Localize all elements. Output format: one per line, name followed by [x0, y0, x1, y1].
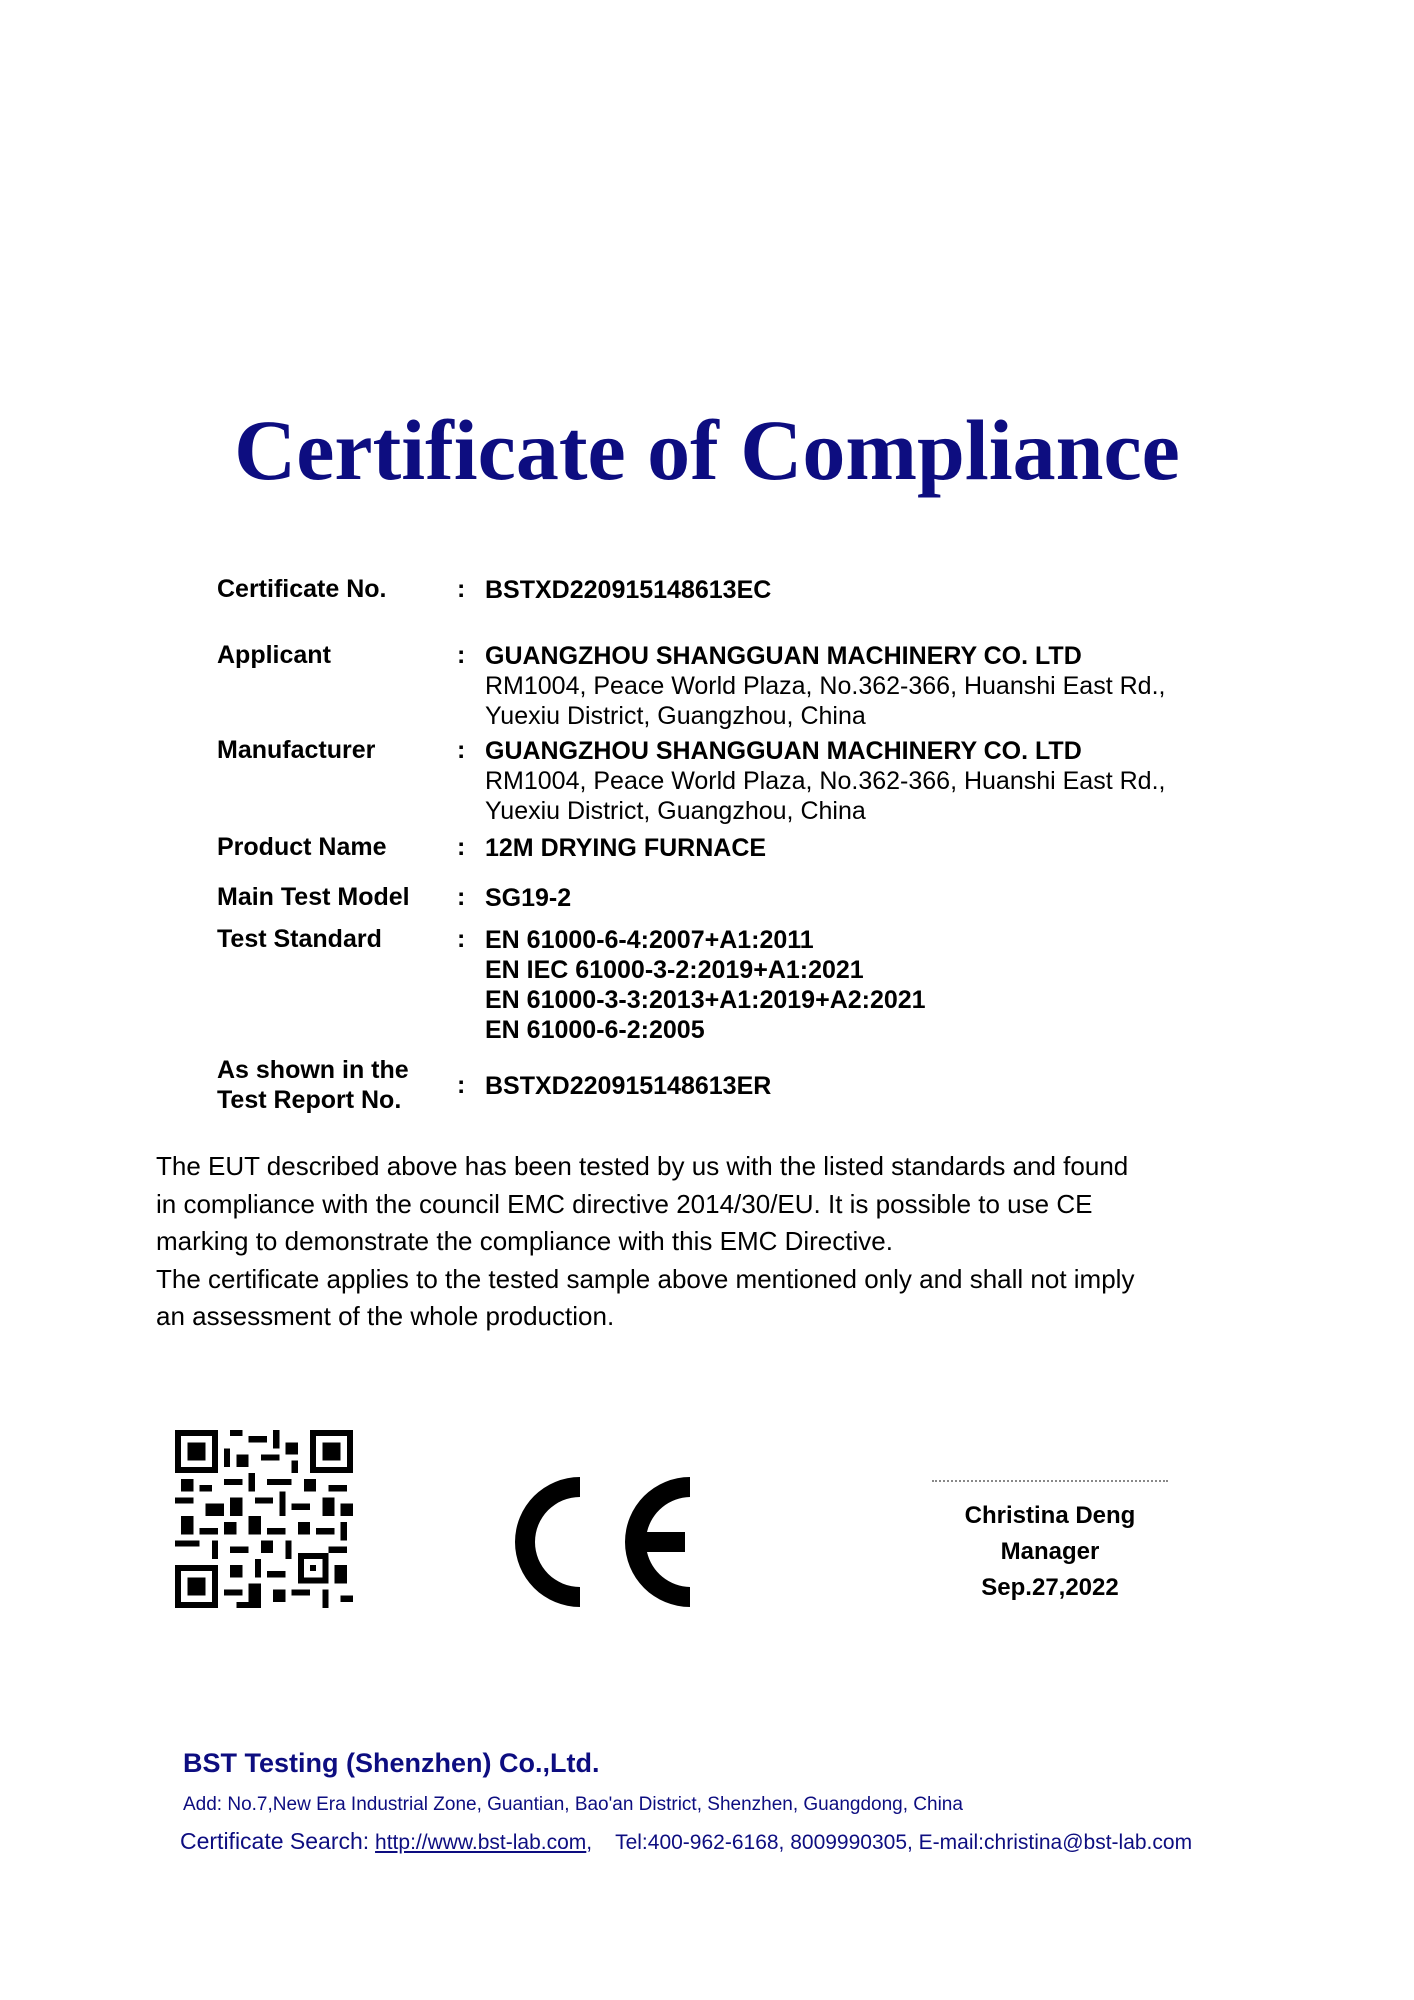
main-test-model-value: SG19-2	[485, 884, 572, 912]
signatory-name: Christina Deng	[964, 1502, 1136, 1529]
applicant-label: Applicant	[217, 641, 331, 669]
manufacturer-value	[485, 736, 1165, 826]
manufacturer-address-line1: RM1004, Peace World Plaza, No.362-366, Huanshi East Rd.,	[485, 767, 1166, 795]
certificate-no-label: Certificate No.	[217, 575, 387, 603]
colon: :	[457, 925, 466, 953]
test-standard-item: EN 61000-6-4:2007+A1:2011	[485, 926, 814, 954]
colon: :	[457, 1071, 466, 1099]
statement-line: marking to demonstrate the compliance with this EMC Directive.	[156, 1226, 893, 1256]
test-standard-list	[485, 925, 926, 1045]
test-report-no-value: BSTXD220915148613ER	[485, 1072, 772, 1100]
product-name-label: Product Name	[217, 833, 387, 861]
certificate-no-value: BSTXD220915148613EC	[485, 576, 772, 604]
manufacturer-address-line2: Yuexiu District, Guangzhou, China	[485, 797, 866, 825]
manufacturer-name: GUANGZHOU SHANGGUAN MACHINERY CO. LTD	[485, 737, 1082, 765]
applicant-address-line1: RM1004, Peace World Plaza, No.362-366, Huanshi East Rd.,	[485, 672, 1166, 700]
main-test-model-label: Main Test Model	[217, 883, 410, 911]
colon: :	[457, 575, 466, 603]
signatory-title: Manager	[1000, 1538, 1100, 1565]
issuer-address: Add: No.7,New Era Industrial Zone, Guantian, Bao'an District, Shenzhen, Guangdong, China	[183, 1794, 963, 1815]
product-name-value: 12M DRYING FURNACE	[485, 834, 767, 862]
signature-block	[930, 1480, 1170, 1606]
certificate-search	[180, 1828, 1192, 1855]
signature-line	[932, 1480, 1168, 1482]
applicant-value	[485, 641, 1165, 731]
page-title: Certificate of Compliance	[234, 402, 1180, 498]
statement-line: in compliance with the council EMC directive 2014/30/EU. It is possible to use CE	[156, 1188, 1093, 1219]
applicant-name: GUANGZHOU SHANGGUAN MACHINERY CO. LTD	[485, 642, 1082, 670]
colon: :	[457, 736, 466, 764]
qr-code-icon	[175, 1430, 353, 1608]
test-standard-item: EN IEC 61000-3-2:2019+A1:2021	[485, 956, 864, 984]
test-standard-item: EN 61000-3-3:2013+A1:2019+A2:2021	[485, 986, 926, 1014]
test-report-label	[217, 1055, 427, 1115]
signature-date: Sep.27,2022	[981, 1574, 1119, 1601]
test-standard-item: EN 61000-6-2:2005	[485, 1016, 705, 1044]
statement-line: The EUT described above has been tested by us with the listed standards and found	[156, 1151, 1129, 1181]
contact-info: , Tel:400-962-6168, 8009990305, E-mail:christina@bst-lab.com	[586, 1831, 1193, 1854]
statement-line: an assessment of the whole production.	[156, 1301, 615, 1331]
certificate-search-link[interactable]: http://www.bst-lab.com	[375, 1831, 587, 1854]
test-report-label-line2: Test Report No.	[217, 1086, 402, 1114]
manufacturer-label: Manufacturer	[217, 736, 376, 764]
test-report-label-line1: As shown in the	[217, 1056, 409, 1084]
issuer-company: BST Testing (Shenzhen) Co.,Ltd.	[183, 1748, 600, 1778]
applicant-address-line2: Yuexiu District, Guangzhou, China	[485, 702, 866, 730]
compliance-statement	[156, 1148, 1276, 1336]
colon: :	[457, 833, 466, 861]
colon: :	[457, 641, 466, 669]
ce-mark-icon	[510, 1472, 710, 1612]
test-standard-label: Test Standard	[217, 925, 382, 953]
certificate-search-label: Certificate Search:	[180, 1828, 370, 1854]
colon: :	[457, 883, 466, 911]
statement-line: The certificate applies to the tested sample above mentioned only and shall not imply	[156, 1263, 1135, 1294]
